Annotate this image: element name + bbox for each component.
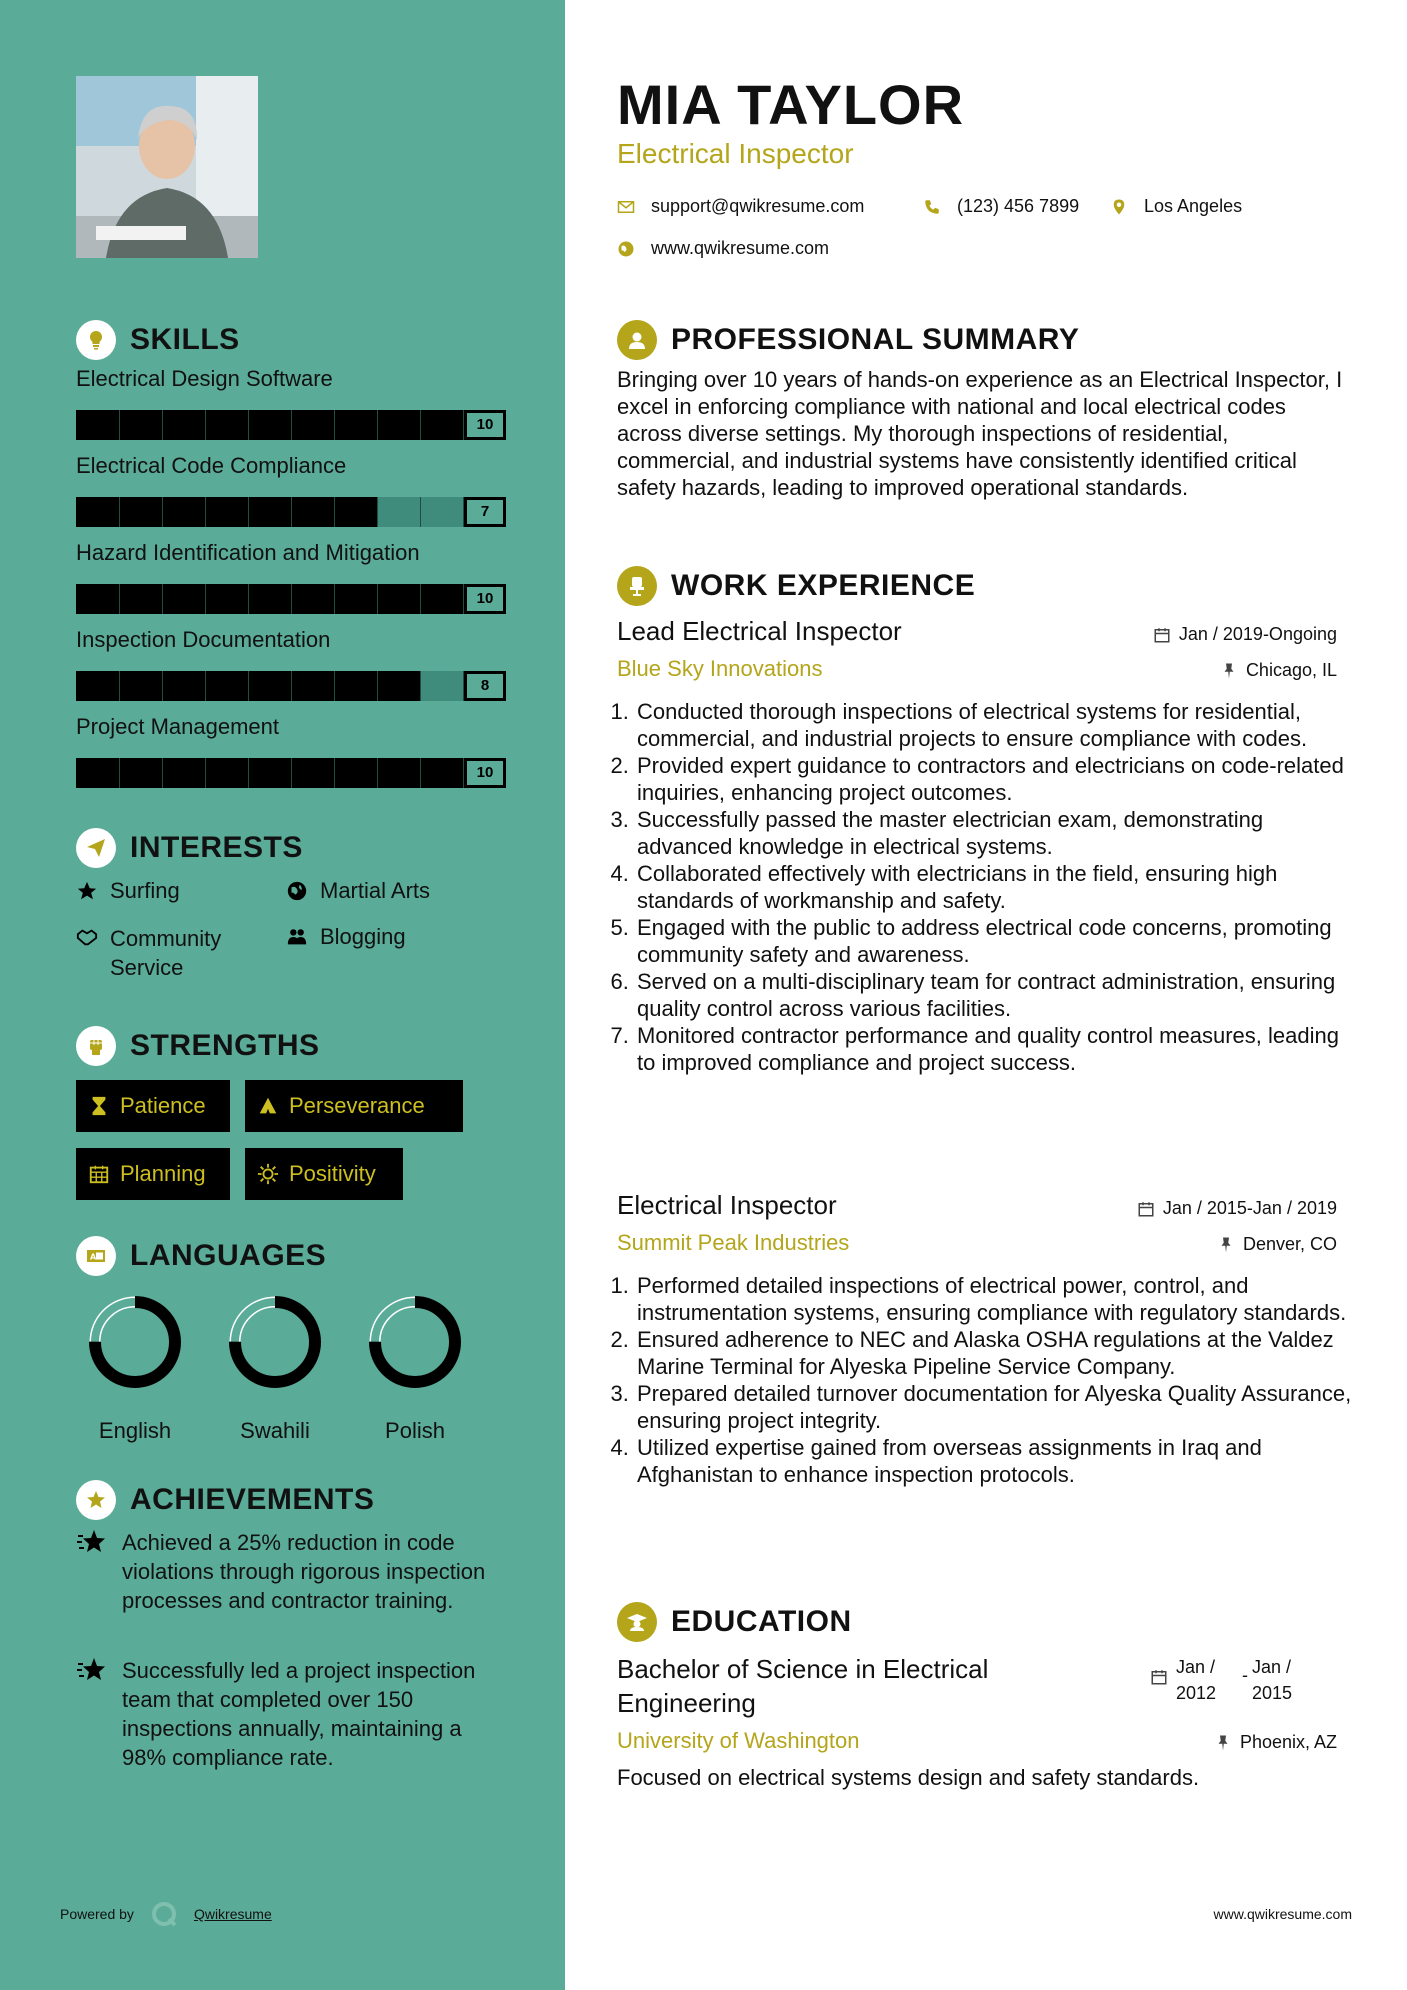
experience-heading <box>617 566 975 606</box>
skills-title: SKILLS <box>130 323 240 356</box>
skill-bar-segment <box>205 497 206 527</box>
achievement-item <box>76 1528 506 1615</box>
job-company: Summit Peak Industries <box>617 1230 850 1255</box>
duty-item: 7. Monitored contractor performance and quality control measures, leading to improved compliance and project success. <box>635 1022 1357 1076</box>
powered-by <box>60 1900 272 1928</box>
contact-location <box>1110 196 1242 217</box>
qwikresume-logo-icon <box>150 1900 178 1928</box>
briefcase-chair-icon <box>617 566 657 606</box>
strength-badge <box>245 1080 463 1132</box>
date-separator: - <box>1242 1665 1248 1685</box>
skill-bar-segment <box>205 671 206 701</box>
degree-title: Bachelor of Science in Electrical Engineering <box>617 1654 989 1718</box>
interest-item <box>76 878 180 904</box>
hiking-icon <box>257 1095 279 1117</box>
language-item <box>210 1292 340 1444</box>
skill-bar <box>76 410 506 440</box>
skill-bar-segment <box>291 671 292 701</box>
interests-title: INTERESTS <box>130 831 303 864</box>
education-title: EDUCATION <box>671 1605 852 1638</box>
phone-text: (123) 456 7899 <box>957 196 1080 216</box>
interests-heading <box>76 828 303 868</box>
skill-bar-segment <box>334 584 335 614</box>
calendar-icon <box>1137 1200 1155 1218</box>
interest-item <box>286 924 406 950</box>
skill-bar-segment <box>377 758 378 788</box>
skill-bar-segment <box>420 584 421 614</box>
education-start: Jan / 2012 <box>1176 1657 1217 1703</box>
candidate-role: Electrical Inspector <box>617 138 854 169</box>
footer-url[interactable]: www.qwikresume.com <box>1213 1906 1352 1922</box>
achievements-heading <box>76 1480 374 1520</box>
achievement-text: Achieved a 25% reduction in code violations through rigorous inspection processes and contractor training. <box>122 1530 486 1613</box>
user-icon <box>617 320 657 360</box>
skill-bar-segment <box>291 410 292 440</box>
trophy-icon <box>76 1480 116 1520</box>
skill-bar-segment <box>334 410 335 440</box>
star-burst-icon <box>76 1656 108 1684</box>
summary-text: Bringing over 10 years of hands-on experience as an Electrical Inspector, I excel in enforcing compliance with national and local electrical codes across diverse settings. My thorough inspections of residential, commercial, and industrial systems have consistently identified critical safety hazards, leading to improved operational standards. <box>617 367 1343 500</box>
languages-title: LANGUAGES <box>130 1239 327 1272</box>
pushpin-icon <box>1220 662 1238 680</box>
skill-bar-segment <box>119 758 120 788</box>
skill-level: 10 <box>464 410 506 440</box>
skill-bar <box>76 758 506 788</box>
lightbulb-icon <box>76 320 116 360</box>
job-location-text: Chicago, IL <box>1245 660 1337 680</box>
interest-item <box>286 878 430 904</box>
education-location <box>1214 1732 1337 1753</box>
summary-heading <box>617 320 1079 360</box>
duty-item: 4. Collaborated effectively with electricians in the field, ensuring high standards of workmanship and safety. <box>635 860 1357 914</box>
job-duties <box>617 1272 1357 1488</box>
language-name: Polish <box>385 1418 445 1443</box>
achievement-text: Successfully led a project inspection team that completed over 150 inspections annually, maintaining a 98% compliance rate. <box>122 1658 476 1770</box>
job-location <box>1220 660 1337 681</box>
skill-bar-segment <box>334 497 335 527</box>
job-company: Blue Sky Innovations <box>617 656 823 681</box>
skill-name: Electrical Design Software <box>76 366 333 391</box>
star-icon <box>76 880 98 902</box>
education-end: Jan / 2015 <box>1252 1657 1293 1703</box>
skill-bar-segment <box>377 671 378 701</box>
globe-icon <box>286 880 308 902</box>
duty-item: 2. Ensured adherence to NEC and Alaska OSHA regulations at the Valdez Marine Terminal for Alyeska Pipeline Service Company. <box>635 1326 1357 1380</box>
skill-item <box>76 364 506 440</box>
language-donut <box>225 1292 325 1392</box>
job-duties <box>617 698 1357 1076</box>
sun-icon <box>257 1163 279 1185</box>
interest-label: Martial Arts <box>320 878 431 903</box>
paper-plane-icon <box>76 828 116 868</box>
skill-name: Project Management <box>76 714 279 739</box>
interest-label: Blogging <box>320 924 406 949</box>
strengths-title: STRENGTHS <box>130 1029 320 1062</box>
skill-item <box>76 538 506 614</box>
skill-bar-segment <box>119 497 120 527</box>
skill-bar-segment <box>291 584 292 614</box>
email-text: support@qwikresume.com <box>651 196 865 216</box>
pushpin-icon <box>1214 1734 1232 1752</box>
language-item <box>70 1292 200 1444</box>
globe-icon <box>617 240 635 258</box>
skill-bar-segment <box>119 410 120 440</box>
users-icon <box>286 926 308 948</box>
skill-bar-segment <box>420 758 421 788</box>
skill-level: 10 <box>464 584 506 614</box>
skill-bar-segment <box>119 671 120 701</box>
job-title: Electrical Inspector <box>617 1190 837 1220</box>
handshake-icon <box>76 926 98 948</box>
skill-name: Electrical Code Compliance <box>76 453 347 478</box>
website-text: www.qwikresume.com <box>651 238 830 258</box>
phone-icon <box>923 198 941 216</box>
hourglass-icon <box>88 1095 110 1117</box>
skill-bar-segment <box>377 584 378 614</box>
pushpin-icon <box>1217 1236 1235 1254</box>
job-location-text: Denver, CO <box>1242 1234 1337 1254</box>
contact-phone[interactable] <box>923 196 1079 217</box>
skill-bar-segment <box>334 758 335 788</box>
duty-item: 3. Prepared detailed turnover documentation for Alyeska Quality Assurance, ensuring project integrity. <box>635 1380 1357 1434</box>
skill-bar-segment <box>162 410 163 440</box>
skill-item <box>76 712 506 788</box>
achievement-item <box>76 1656 506 1772</box>
interest-item <box>76 924 256 982</box>
education-location-text: Phoenix, AZ <box>1239 1732 1337 1752</box>
main-column <box>565 0 1407 1990</box>
strength-label: Patience <box>120 1093 206 1118</box>
duty-item: 4. Utilized expertise gained from overseas assignments in Iraq and Afghanistan to enhance inspection protocols. <box>635 1434 1357 1488</box>
skill-bar-segment <box>248 584 249 614</box>
language-name: Swahili <box>240 1418 310 1443</box>
translate-icon <box>76 1236 116 1276</box>
skill-bar-segment <box>248 758 249 788</box>
skill-bar <box>76 497 506 527</box>
job-dates-text: Jan / 2019-Ongoing <box>1178 624 1337 644</box>
fist-icon <box>76 1026 116 1066</box>
summary-title: PROFESSIONAL SUMMARY <box>671 323 1080 356</box>
sidebar <box>0 0 565 1990</box>
strength-label: Planning <box>120 1161 206 1186</box>
job-dates <box>1153 624 1337 645</box>
education-dates <box>1150 1654 1312 1706</box>
strength-badge <box>245 1148 403 1200</box>
skill-bar-segment <box>420 410 421 440</box>
education-description: Focused on electrical systems design and safety standards. <box>617 1765 1200 1790</box>
experience-title: WORK EXPERIENCE <box>671 569 976 602</box>
duty-item: 5. Engaged with the public to address electrical code concerns, promoting community safety and awareness. <box>635 914 1357 968</box>
skill-bar <box>76 584 506 614</box>
languages-heading <box>76 1236 326 1276</box>
achievements-title: ACHIEVEMENTS <box>130 1483 375 1516</box>
skill-bar-segment <box>205 410 206 440</box>
job-dates <box>1137 1198 1337 1219</box>
skill-bar-segment <box>291 497 292 527</box>
school-name: University of Washington <box>617 1728 860 1753</box>
strength-badge <box>76 1080 230 1132</box>
job-dates-text: Jan / 2015-Jan / 2019 <box>1162 1198 1337 1218</box>
language-item <box>350 1292 480 1444</box>
skill-bar-segment <box>377 410 378 440</box>
skill-bar-segment <box>162 584 163 614</box>
skill-bar-segment <box>205 584 206 614</box>
strength-label: Perseverance <box>289 1093 425 1118</box>
contact-website[interactable] <box>617 238 829 259</box>
map-pin-icon <box>1110 198 1128 216</box>
skill-bar-segment <box>162 671 163 701</box>
interest-label: Surfing <box>110 878 180 903</box>
skill-level: 8 <box>464 671 506 701</box>
skill-level: 10 <box>464 758 506 788</box>
powered-label: Powered by <box>60 1906 134 1922</box>
skill-bar-segment <box>162 758 163 788</box>
calendar-icon <box>1150 1668 1168 1686</box>
duty-item: 2. Provided expert guidance to contractors and electricians on code-related inquiries, enhancing project outcomes. <box>635 752 1357 806</box>
skill-bar-segment <box>377 497 378 527</box>
skill-bar-segment <box>162 497 163 527</box>
duty-item: 1. Conducted thorough inspections of electrical systems for residential, commercial, and industrial projects to ensure compliance with codes. <box>635 698 1357 752</box>
skill-bar-segment <box>291 758 292 788</box>
skill-bar <box>76 671 506 701</box>
duty-item: 1. Performed detailed inspections of electrical power, control, and instrumentation systems, ensuring compliance with regulatory standards. <box>635 1272 1357 1326</box>
language-donut <box>85 1292 185 1392</box>
skill-item <box>76 451 506 527</box>
qwikresume-link[interactable]: Qwikresume <box>193 1906 272 1922</box>
skill-bar-segment <box>420 671 421 701</box>
skill-bar-segment <box>248 410 249 440</box>
skill-level: 7 <box>464 497 506 527</box>
job-location <box>1217 1234 1337 1255</box>
skill-bar-fill <box>76 497 377 527</box>
education-heading <box>617 1602 852 1642</box>
envelope-icon <box>617 198 635 216</box>
skill-bar-segment <box>205 758 206 788</box>
skill-bar-segment <box>420 497 421 527</box>
skill-name: Inspection Documentation <box>76 627 331 652</box>
svg-text:A: A <box>90 1252 97 1262</box>
contact-email[interactable] <box>617 196 864 217</box>
job-title: Lead Electrical Inspector <box>617 616 902 646</box>
location-text: Los Angeles <box>1144 196 1243 216</box>
calendar-icon <box>88 1163 110 1185</box>
skill-item <box>76 625 506 701</box>
strengths-heading <box>76 1026 320 1066</box>
skill-bar-segment <box>248 497 249 527</box>
graduate-icon <box>617 1602 657 1642</box>
skill-bar-segment <box>248 671 249 701</box>
strength-badge <box>76 1148 230 1200</box>
duty-item: 6. Served on a multi-disciplinary team for contract administration, ensuring quality control across various facilities. <box>635 968 1357 1022</box>
skill-bar-segment <box>334 671 335 701</box>
star-burst-icon <box>76 1528 108 1556</box>
skill-bar-segment <box>119 584 120 614</box>
profile-photo <box>76 76 258 258</box>
candidate-name: MIA TAYLOR <box>617 73 965 136</box>
duty-item: 3. Successfully passed the master electrician exam, demonstrating advanced knowledge in electrical systems. <box>635 806 1357 860</box>
strength-label: Positivity <box>289 1161 376 1186</box>
skills-heading <box>76 320 240 360</box>
interest-label: Community Service <box>110 926 222 980</box>
language-name: English <box>98 1418 172 1443</box>
language-donut <box>365 1292 465 1392</box>
calendar-icon <box>1153 626 1171 644</box>
skill-name: Hazard Identification and Mitigation <box>76 540 420 565</box>
